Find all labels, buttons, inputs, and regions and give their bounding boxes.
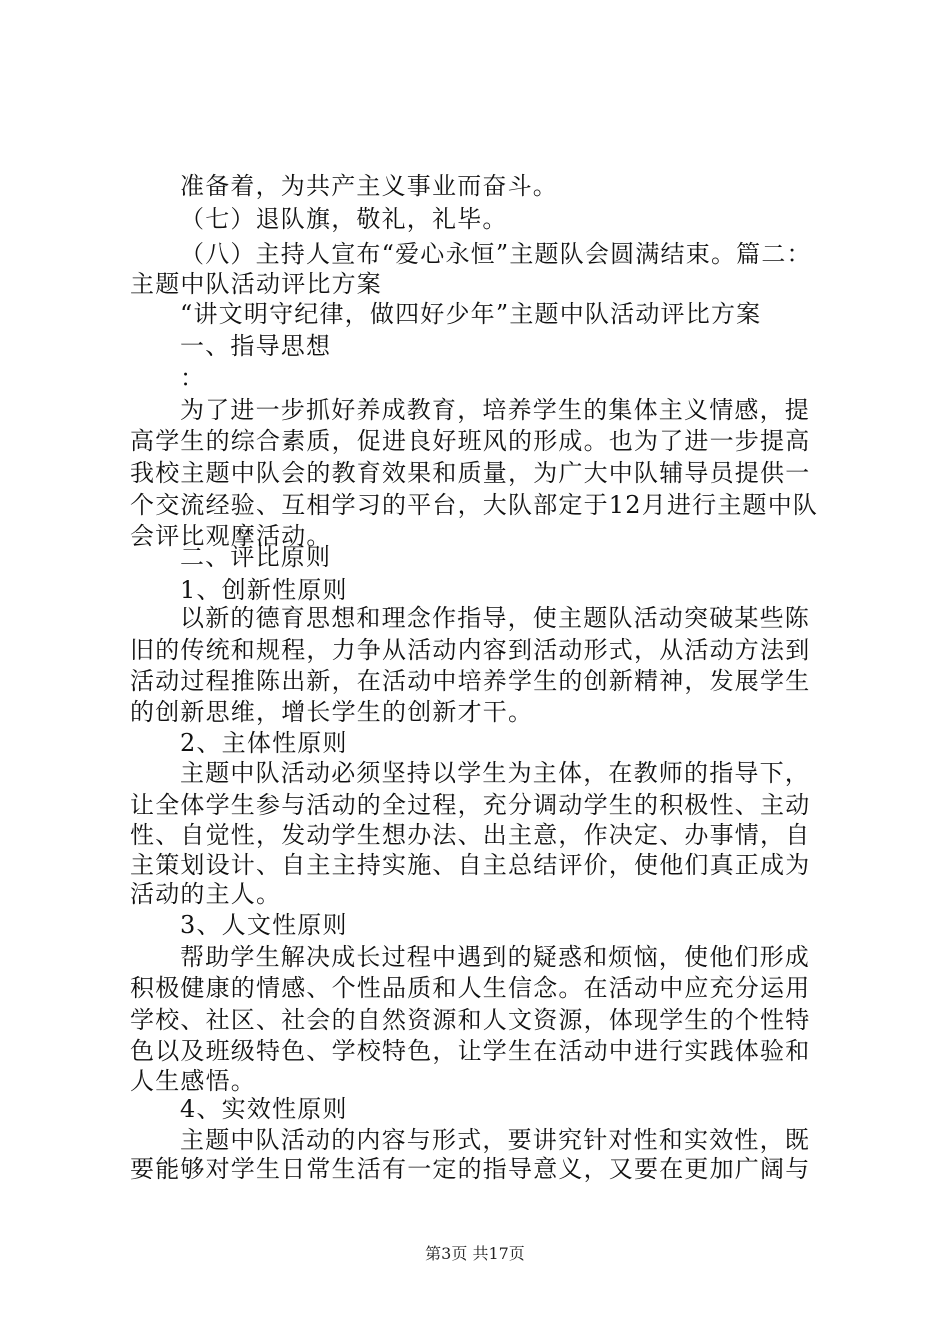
text-line: ： xyxy=(180,364,206,392)
subsection-heading: 1、创新性原则 xyxy=(180,576,348,604)
text-line: 帮助学生解决成长过程中遇到的疑惑和烦恼，使他们形成 xyxy=(180,943,810,971)
text-line: 会评比观摩活动。 xyxy=(130,522,332,550)
text-line: （八）主持人宣布“爱心永恒”主题队会圆满结束。篇二： xyxy=(180,240,812,268)
text-line: 人生感悟。 xyxy=(130,1067,256,1095)
text-line: “讲文明守纪律，做四好少年”主题中队活动评比方案 xyxy=(180,300,762,328)
text-line: 以新的德育思想和理念作指导，使主题队活动突破某些陈 xyxy=(180,604,810,632)
text-line: 的创新思维，增长学生的创新才干。 xyxy=(130,698,534,726)
text-line: 旧的传统和规程，力争从活动内容到活动形式，从活动方法到 xyxy=(130,636,811,664)
text-line: 主题中队活动评比方案 xyxy=(130,270,382,298)
text-line: 主策划设计、自主主持实施、自主总结评价，使他们真正成为 xyxy=(130,851,811,879)
page-number: 第3页 共17页 xyxy=(425,1244,525,1263)
subsection-heading: 2、主体性原则 xyxy=(180,729,348,757)
text-line: 让全体学生参与活动的全过程，充分调动学生的积极性、主动 xyxy=(130,791,811,819)
section-heading: 一、指导思想 xyxy=(180,332,332,360)
text-line: 为了进一步抓好养成教育，培养学生的集体主义情感，提 xyxy=(180,396,810,424)
subsection-heading: 3、人文性原则 xyxy=(180,911,348,939)
page-footer xyxy=(0,1242,950,1266)
text-line: （七）退队旗，敬礼，礼毕。 xyxy=(180,205,508,233)
text-line: 性、自觉性，发动学生想办法、出主意，作决定、办事情，自 xyxy=(130,821,811,849)
text-line: 色以及班级特色、学校特色，让学生在活动中进行实践体验和 xyxy=(130,1037,811,1065)
text-line: 主题中队活动必须坚持以学生为主体，在教师的指导下， xyxy=(180,759,810,787)
text-line: 准备着，为共产主义事业而奋斗。 xyxy=(180,172,558,200)
text-line: 积极健康的情感、个性品质和人生信念。在活动中应充分运用 xyxy=(130,974,811,1002)
text-line: 活动过程推陈出新，在活动中培养学生的创新精神，发展学生 xyxy=(130,667,811,695)
text-line: 我校主题中队会的教育效果和质量，为广大中队辅导员提供一 xyxy=(130,459,811,487)
text-line: 活动的主人。 xyxy=(130,880,282,908)
section-heading: 二、评比原则 xyxy=(180,543,332,571)
text-line: 高学生的综合素质，促进良好班风的形成。也为了进一步提高 xyxy=(130,427,811,455)
text-line: 要能够对学生日常生活有一定的指导意义，又要在更加广阔与 xyxy=(130,1155,811,1183)
subsection-heading: 4、实效性原则 xyxy=(180,1095,348,1123)
text-line: 学校、社区、社会的自然资源和人文资源，体现学生的个性特 xyxy=(130,1006,811,1034)
text-line: 主题中队活动的内容与形式，要讲究针对性和实效性，既 xyxy=(180,1126,810,1154)
text-line: 个交流经验、互相学习的平台，大队部定于12月进行主题中队 xyxy=(130,491,819,519)
